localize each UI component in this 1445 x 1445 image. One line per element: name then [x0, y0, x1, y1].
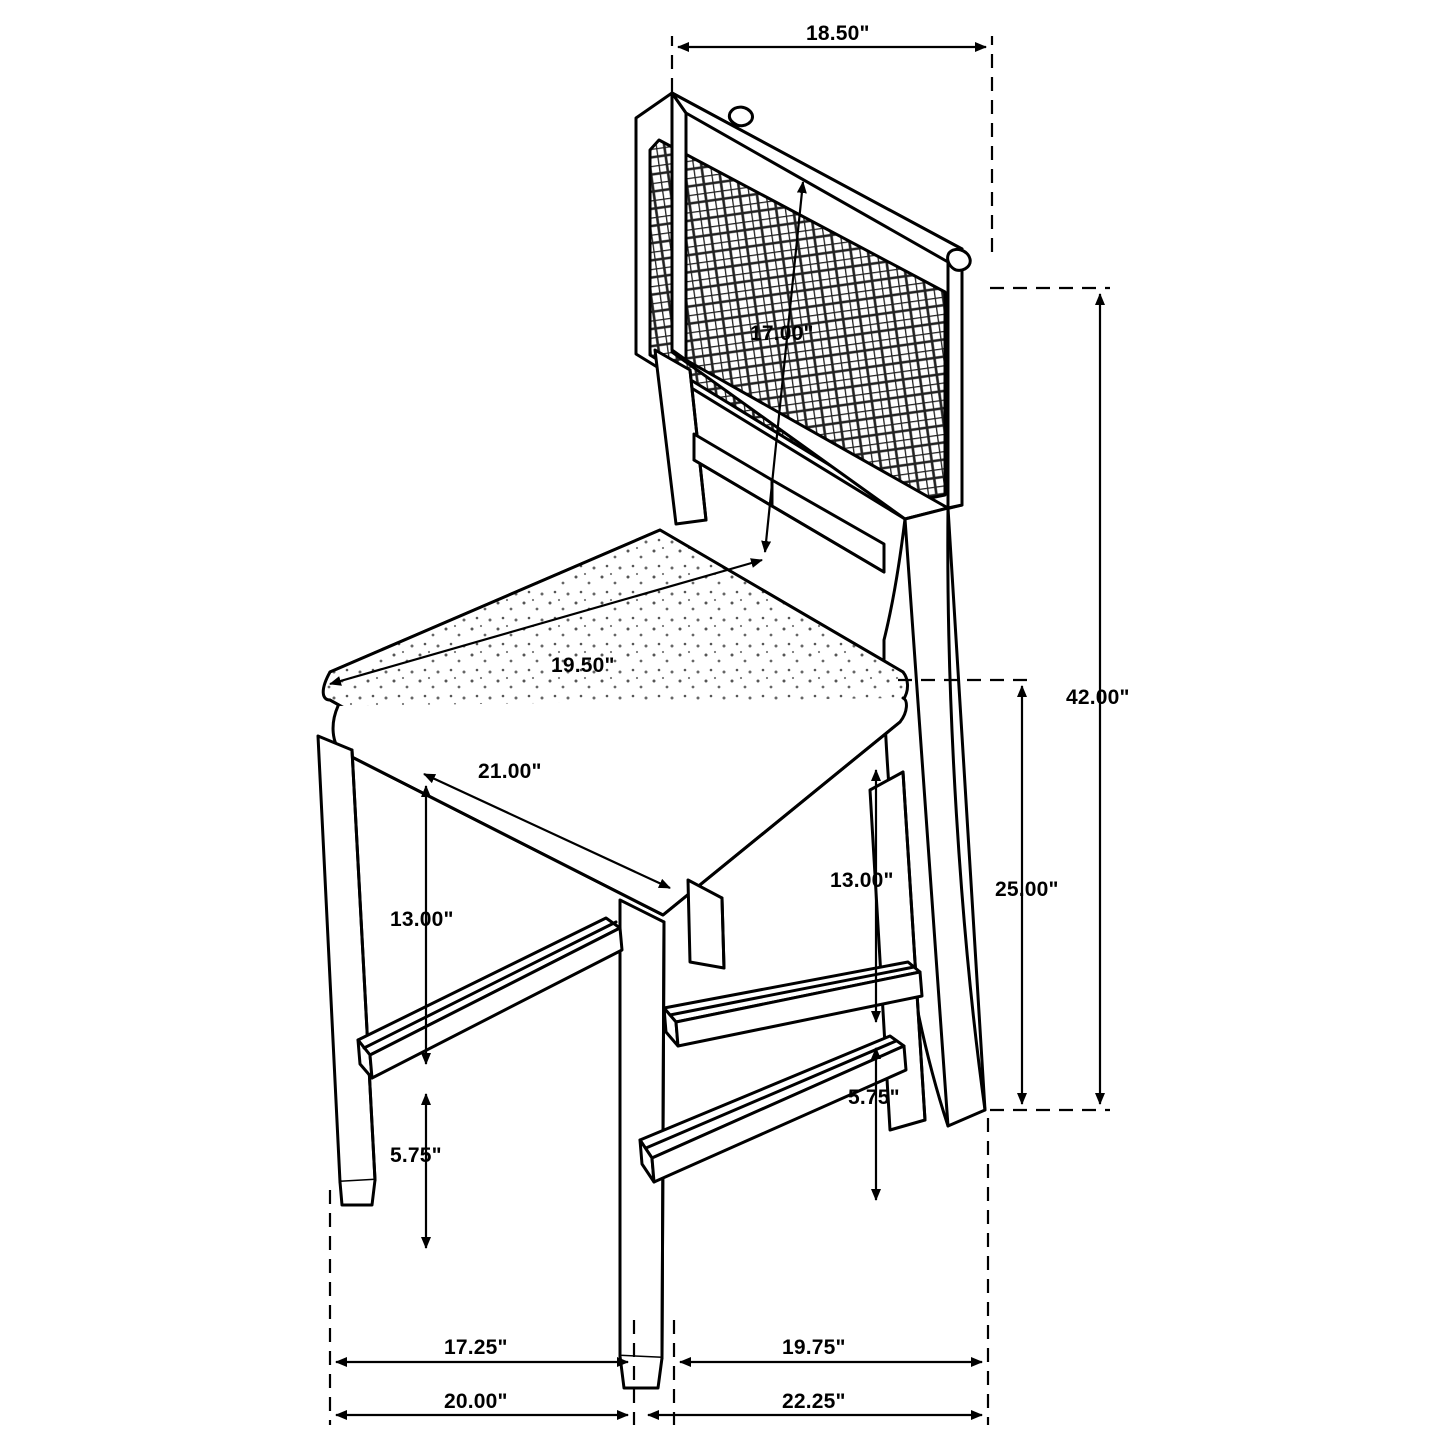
dim-label-overall-width: 20.00": [444, 1390, 508, 1413]
dim-label-stretcher-upper-left: 13.00": [390, 908, 454, 931]
dim-label-back-width: 18.50": [806, 22, 870, 45]
chair-seat: [323, 530, 907, 915]
dim-label-seat-width: 21.00": [478, 760, 542, 783]
dim-label-seat-depth: 19.50": [551, 654, 615, 677]
dim-label-seat-height: 25.00": [995, 878, 1059, 901]
dim-label-stretcher-lower-left: 5.75": [390, 1144, 442, 1167]
dim-label-overall-depth: 22.25": [782, 1390, 846, 1413]
dim-label-stretcher-lower-right: 5.75": [848, 1086, 900, 1109]
dim-label-stretcher-upper-right: 13.00": [830, 869, 894, 892]
dim-label-side-leg-spread: 19.75": [782, 1336, 846, 1359]
dim-label-front-leg-spread: 17.25": [444, 1336, 508, 1359]
dim-label-back-panel-height: 17.00": [750, 322, 814, 345]
dim-label-overall-height: 42.00": [1066, 686, 1130, 709]
